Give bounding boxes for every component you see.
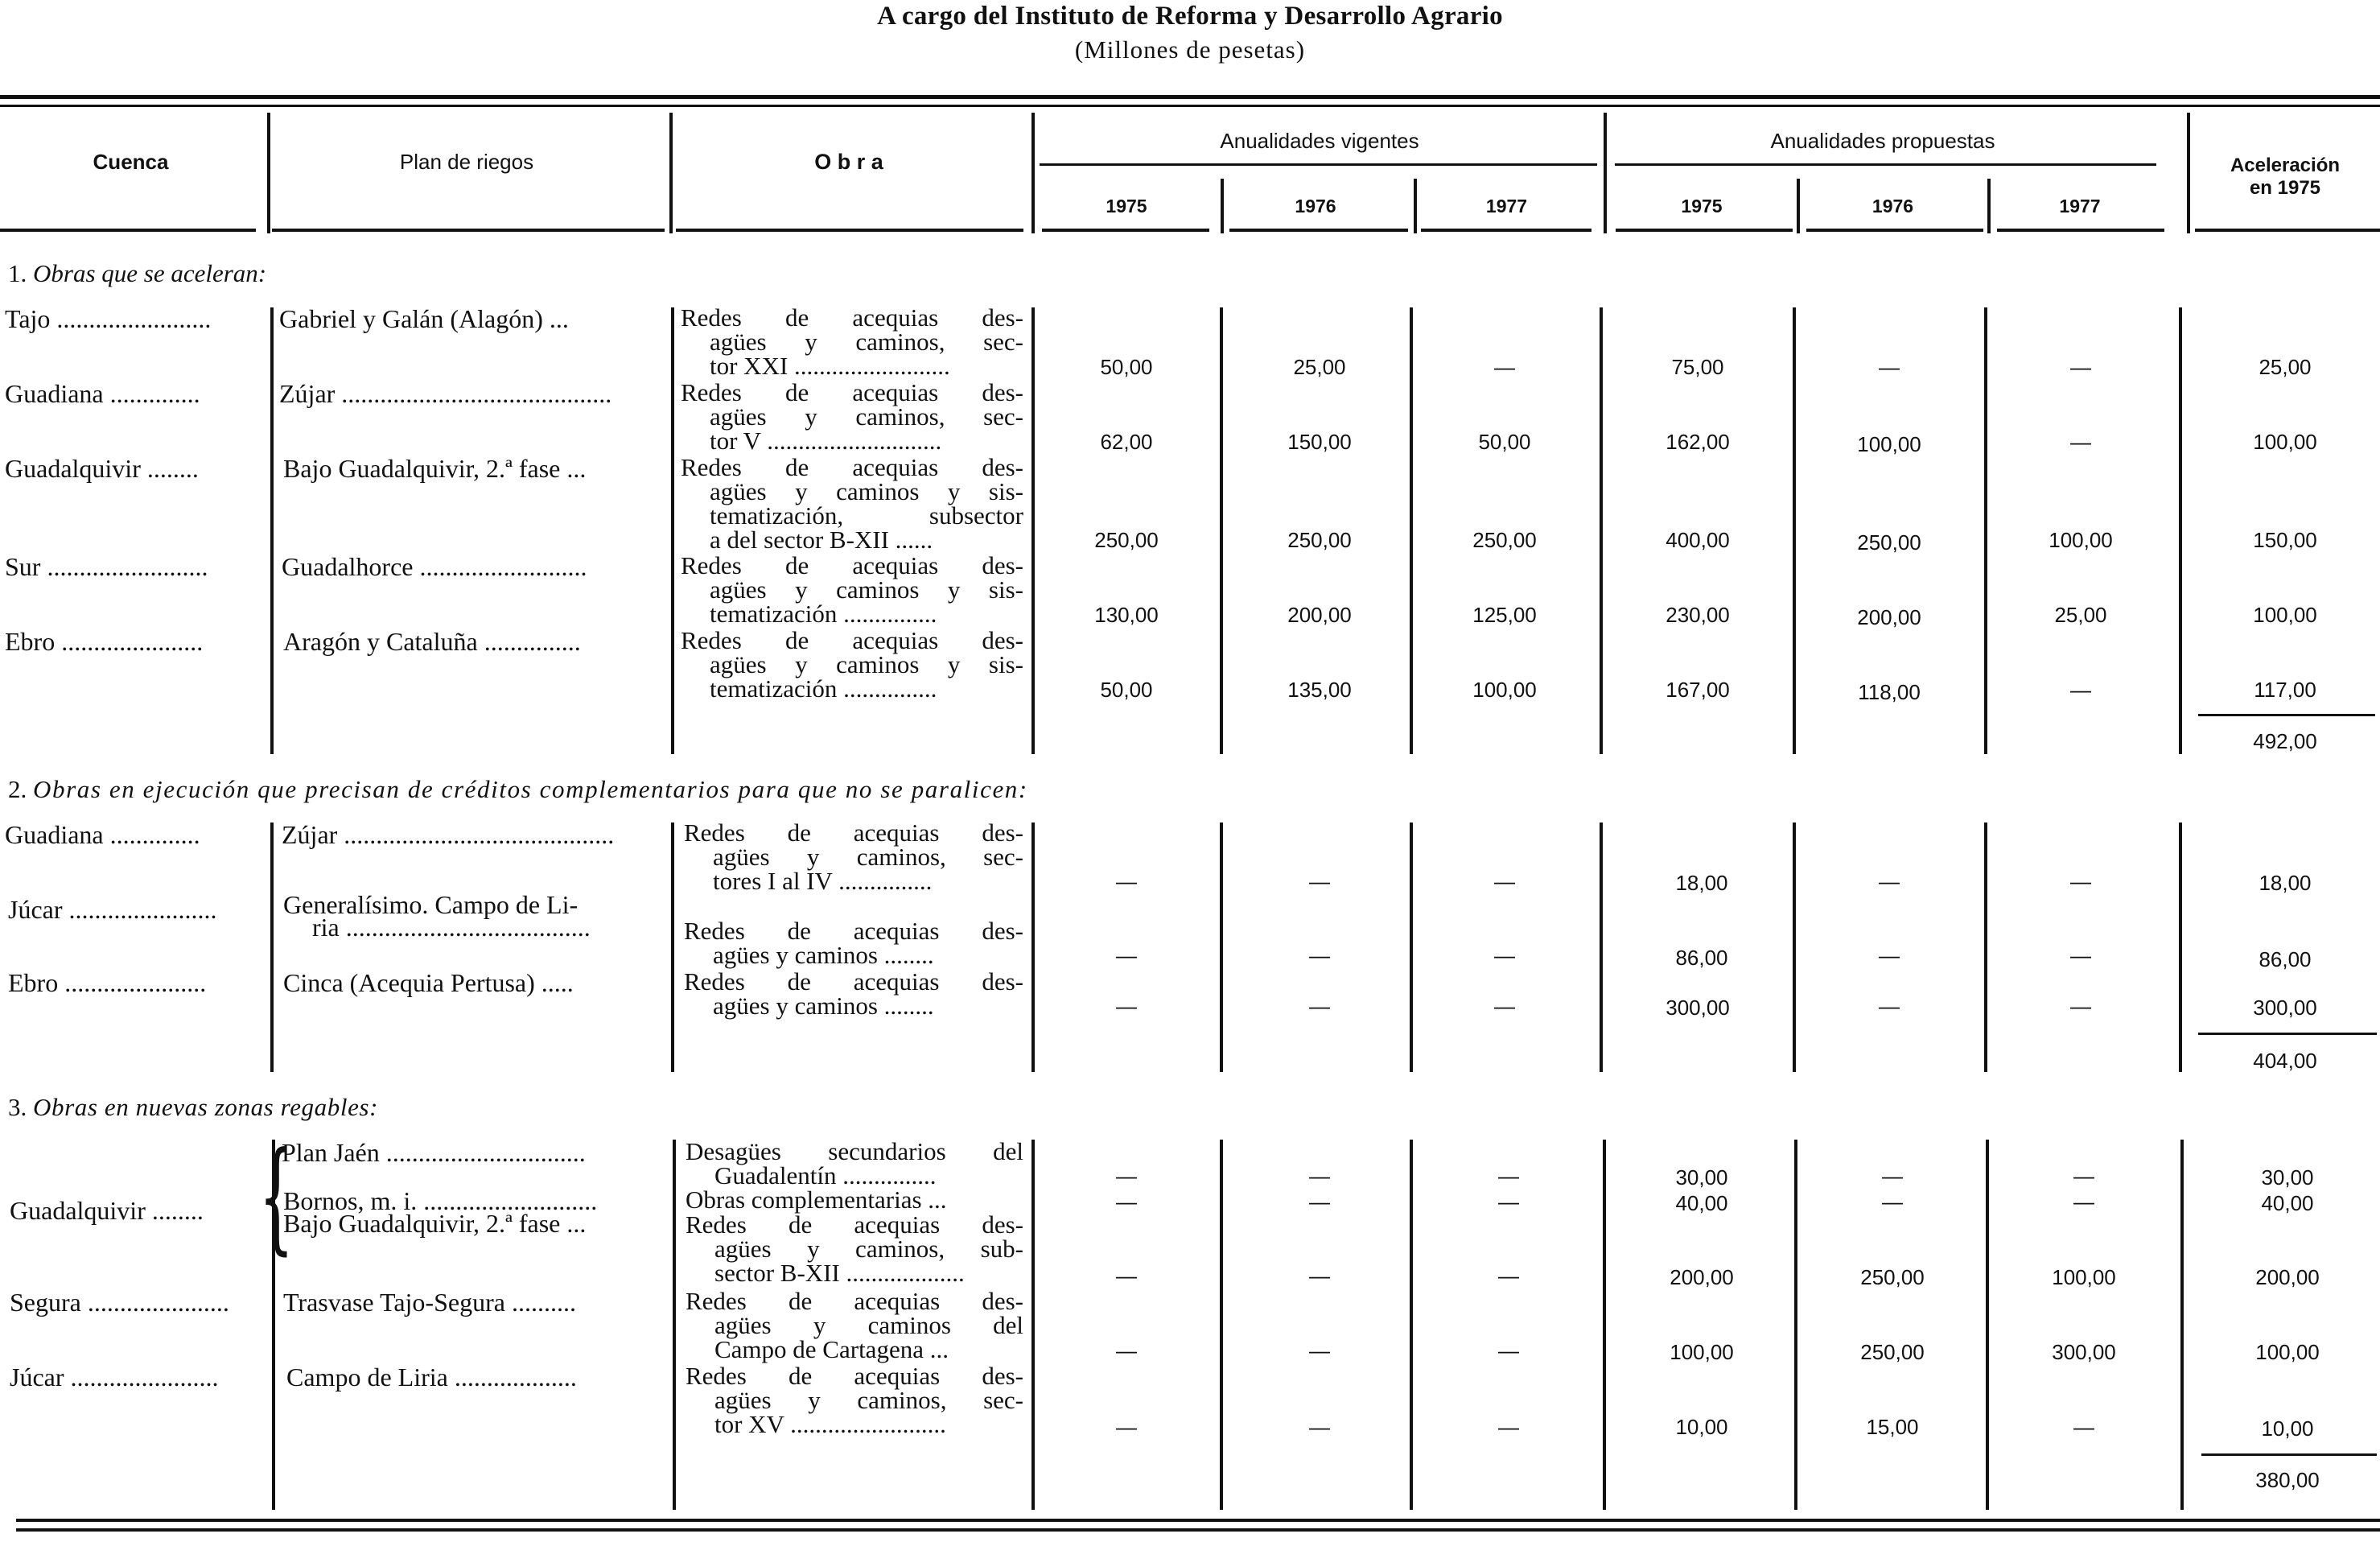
brace-icon: { [259,1127,294,1267]
cell-p1976: — [1879,869,1900,893]
s3-vline-3 [1031,1140,1035,1510]
section-2-total: 404,00 [2253,1049,2317,1073]
hdr-rule-v75 [1042,229,1209,232]
cell-obra: Redes de acequias des- agües y caminos, sec- tor XXI ......................... [681,303,1023,380]
cell-p1977: — [2070,869,2091,893]
hdr-vline-y3 [1797,179,1800,233]
s1-vline-9 [2179,307,2182,754]
cell-p1975: 167,00 [1666,678,1730,702]
cell-plan: Bajo Guadalquivir, 2.ª fase ... [283,1209,587,1238]
cell-obra: Redes de acequias des- agües y caminos, sec- tores I al IV ............... [684,818,1023,895]
cell-v1975: — [1116,1164,1137,1188]
cell-obra: Redes de acequias des- agües y caminos y sis- tematización, subsector a del sector B-XII ...... [681,453,1023,554]
cell-p1977: — [2070,943,2091,967]
cell-aceleracion: 300,00 [2253,996,2317,1020]
s1-vline-8 [1984,307,1987,754]
cell-p1977: — [2070,430,2091,454]
cell-p1976: — [1879,994,1900,1018]
cell-obra: Redes de acequias des- agües y caminos ........ [684,917,1023,969]
cell-v1976: — [1309,1189,1330,1214]
cell-v1977: — [1498,1264,1519,1288]
s2-vline-9 [2179,823,2182,1072]
s3-vline-9 [2180,1140,2184,1510]
cell-v1975: — [1116,1189,1137,1214]
s1-vline-7 [1793,307,1796,754]
cell-p1977: — [2073,1189,2094,1214]
hdr-vline-y4 [1987,179,1991,233]
cell-cuenca: Guadiana .............. [5,379,200,408]
bottom-rule-1 [16,1519,2380,1522]
cell-p1975: 30,00 [1675,1165,1728,1189]
cell-p1976: — [1879,943,1900,967]
header-aceleracion-line1: Aceleración [2230,155,2341,176]
cell-aceleracion: 86,00 [2259,947,2312,971]
hdr-rule-p77 [1997,229,2164,232]
cell-v1975: — [1116,869,1137,893]
cell-v1977: — [1498,1415,1519,1439]
header-plan: Plan de riegos [399,150,534,174]
cell-obra: Redes de acequias des- agües y caminos, sec- tor V ............................ [681,378,1023,455]
section-1-total: 492,00 [2253,729,2317,753]
cell-v1977: 250,00 [1472,528,1537,552]
cell-cuenca: Ebro ...................... [8,968,207,997]
cell-p1975: 230,00 [1666,603,1730,627]
cell-v1975: 62,00 [1100,430,1153,454]
cell-plan: Plan Jaén ............................... [282,1138,586,1167]
header-anualidades-propuestas: Anualidades propuestas [1770,129,1995,153]
cell-plan: Zújar .......................................... [282,820,615,849]
top-rule-1 [0,95,2380,99]
header-obra: O b r a [814,150,883,174]
cell-v1977: — [1498,1189,1519,1214]
cell-v1976: — [1309,943,1330,967]
cell-v1976: 150,00 [1287,430,1352,454]
header-year-p1975: 1975 [1681,196,1723,216]
cell-obra: Redes de acequias des- agües y caminos y sis- tematización ............... [681,551,1023,628]
header-cuenca: Cuenca [93,150,169,174]
hdr-rule-p76 [1806,229,1983,232]
cell-p1975: 40,00 [1675,1191,1728,1215]
cell-v1977: — [1498,1164,1519,1188]
header-year-p1976: 1976 [1871,196,1914,216]
cell-v1976: 25,00 [1293,355,1346,379]
cell-cuenca: Júcar ....................... [10,1363,219,1392]
cell-aceleracion: 100,00 [2253,430,2317,454]
header-aceleracion-line2: en 1975 [2249,177,2321,199]
cell-p1976: 250,00 [1857,530,1921,555]
s2-total-rule [2198,1033,2377,1035]
cell-p1977: 25,00 [2054,603,2107,627]
cell-v1977: 125,00 [1472,603,1537,627]
hdr-vline-y2 [1414,179,1417,233]
cell-v1977: — [1494,355,1515,379]
cell-p1976: 100,00 [1857,432,1921,456]
bottom-rule-2 [16,1528,2380,1532]
cell-v1975: — [1116,943,1137,967]
cell-aceleracion: 40,00 [2261,1191,2314,1215]
cell-plan: Trasvase Tajo-Segura .......... [283,1288,576,1317]
cell-p1976: — [1882,1164,1903,1188]
cell-v1976: 200,00 [1287,603,1352,627]
s3-vline-5 [1410,1140,1413,1510]
cell-plan: Generalísimo. Campo de Li- ria ...................................... [283,890,591,942]
cell-p1977: — [2070,355,2091,379]
cell-cuenca: Tajo ........................ [5,304,212,333]
cell-p1977: — [2070,678,2091,702]
cell-p1975: 200,00 [1670,1265,1734,1289]
cell-p1975: 300,00 [1666,996,1730,1020]
header-aceleracion [2189,155,2380,200]
section-3-heading: 3. Obras en nuevas zonas regables: [8,1093,379,1121]
cell-p1976: 118,00 [1858,680,1921,704]
hdr-rule-obra [676,229,1023,232]
cell-v1975: — [1116,1338,1137,1363]
cell-p1977: 300,00 [2052,1340,2116,1364]
s1-vline-4 [1220,307,1223,754]
s3-vline-7 [1794,1140,1797,1510]
cell-v1976: — [1309,1264,1330,1288]
header-year-v1977: 1977 [1485,196,1528,216]
page-subtitle: (Millones de pesetas) [1074,35,1306,64]
cell-p1976: — [1882,1189,1903,1214]
cell-v1975: 50,00 [1100,678,1153,702]
cell-p1975: 162,00 [1666,430,1730,454]
cell-v1977: — [1498,1338,1519,1363]
s3-vline-8 [1986,1140,1989,1510]
cell-plan: Gabriel y Galán (Alagón) ... [279,304,569,333]
cell-p1977: — [2073,1415,2094,1439]
cell-v1976: — [1309,1415,1330,1439]
hdr-rule-v76 [1229,229,1408,232]
hdr-rule-v77 [1421,229,1591,232]
cell-p1977: 100,00 [2052,1265,2116,1289]
cell-plan: Aragón y Cataluña ............... [283,627,581,656]
cell-p1975: 100,00 [1670,1340,1734,1364]
hdr-vline-3 [1031,113,1035,233]
cell-v1975: 50,00 [1100,355,1153,379]
cell-p1975: 400,00 [1666,528,1730,552]
cell-v1976: 250,00 [1287,528,1352,552]
s2-vline-5 [1410,823,1413,1072]
cell-v1977: 100,00 [1472,678,1537,702]
cell-p1976: 250,00 [1860,1340,1925,1364]
cell-obra: Redes de acequias des- agües y caminos, sub- sector B-XII ................... [686,1210,1023,1287]
cell-v1976: — [1309,1338,1330,1363]
cell-aceleracion: 100,00 [2253,603,2317,627]
hdr-vline-2 [669,113,673,233]
hdr-vline-4 [1604,113,1607,233]
hdr-rule-acel [2195,229,2380,232]
cell-aceleracion: 150,00 [2253,528,2317,552]
cell-obra: Desagües secundarios del Guadalentín ............... [686,1137,1023,1189]
cell-v1976: — [1309,869,1330,893]
header-anualidades-vigentes: Anualidades vigentes [1220,129,1419,153]
s2-vline-4 [1220,823,1223,1072]
s3-total-rule [2201,1453,2377,1456]
s2-vline-6 [1600,823,1603,1072]
cell-obra: Redes de acequias des- agües y caminos del Campo de Cartagena ... [686,1287,1023,1363]
cell-obra: Redes de acequias des- agües y caminos y sis- tematización ............... [681,626,1023,703]
rule-vigentes [1040,163,1597,166]
rule-propuestas [1615,163,2156,166]
cell-cuenca: Sur ......................... [5,552,208,581]
section-2-heading: 2. Obras en ejecución que precisan de créditos complementarios para que no se paralicen: [8,775,1028,803]
cell-p1976: 15,00 [1866,1415,1919,1439]
cell-p1977: 100,00 [2049,528,2113,552]
s2-vline-7 [1793,823,1796,1072]
s2-vline-3 [1031,823,1035,1072]
cell-p1976: 200,00 [1857,605,1921,629]
cell-cuenca: Guadalquivir ........ [5,454,199,483]
s2-vline-8 [1984,823,1987,1072]
cell-plan: Cinca (Acequia Pertusa) ..... [283,968,574,997]
section-3-total: 380,00 [2255,1468,2320,1492]
cell-cuenca: Guadiana .............. [5,820,200,849]
cell-v1975: — [1116,1264,1137,1288]
hdr-vline-1 [267,113,270,233]
cell-plan: Guadalhorce .......................... [282,552,587,581]
cell-v1975: — [1116,994,1137,1018]
cell-aceleracion: 10,00 [2261,1416,2314,1441]
cell-p1975: 10,00 [1675,1415,1728,1439]
cell-cuenca: Júcar ....................... [8,895,217,924]
s2-vline-1 [270,823,274,1072]
hdr-rule-cuenca [0,229,256,232]
cell-v1975: 130,00 [1094,603,1159,627]
top-rule-2 [0,105,2380,107]
cell-obra: Redes de acequias des- agües y caminos ........ [684,967,1023,1020]
header-year-v1975: 1975 [1106,196,1147,216]
cell-aceleracion: 25,00 [2259,355,2312,379]
cell-p1977: — [2073,1164,2094,1188]
cell-p1976: — [1879,355,1900,379]
cell-v1977: — [1494,943,1515,967]
cell-p1975: 75,00 [1671,355,1724,379]
cell-v1976: 135,00 [1287,678,1352,702]
cell-aceleracion: 200,00 [2255,1265,2320,1289]
cell-p1976: 250,00 [1860,1265,1925,1289]
cell-plan: Campo de Liria ................... [286,1363,577,1392]
s1-vline-3 [1031,307,1035,754]
cell-plan: Bornos, m. i. ........................... [283,1186,598,1215]
hdr-rule-plan [272,229,665,232]
page-title: A cargo del Instituto de Reforma y Desarrollo Agrario [877,2,1503,31]
cell-v1977: 50,00 [1478,430,1531,454]
s2-vline-2 [671,823,674,1072]
header-year-p1977: 1977 [2059,196,2101,216]
cell-cuenca-group: Guadalquivir ........ [10,1196,204,1225]
s3-vline-2 [673,1140,676,1510]
cell-v1977: — [1494,994,1515,1018]
cell-v1976: — [1309,994,1330,1018]
s1-vline-2 [671,307,674,754]
cell-plan: Bajo Guadalquivir, 2.ª fase ... [283,454,587,483]
s1-vline-6 [1600,307,1603,754]
s1-vline-5 [1410,307,1413,754]
s3-vline-4 [1220,1140,1223,1510]
header-year-v1976: 1976 [1295,196,1336,216]
cell-obra: Redes de acequias des- agües y caminos, sec- tor XV ......................... [686,1362,1023,1438]
cell-obra: Obras complementarias ... [686,1185,947,1214]
cell-v1975: — [1116,1415,1137,1439]
cell-v1977: — [1494,869,1515,893]
cell-p1975: 18,00 [1675,871,1728,895]
s1-total-rule [2198,714,2375,716]
cell-p1977: — [2070,994,2091,1018]
cell-aceleracion: 18,00 [2259,871,2312,895]
hdr-rule-p75 [1616,229,1793,232]
cell-cuenca: Segura ...................... [10,1288,229,1317]
cell-p1975: 86,00 [1675,946,1728,970]
s1-vline-1 [270,307,274,754]
hdr-vline-5 [2187,113,2190,233]
cell-v1976: — [1309,1164,1330,1188]
s3-vline-6 [1603,1140,1606,1510]
cell-cuenca: Ebro ...................... [5,627,204,656]
cell-aceleracion: 30,00 [2261,1165,2314,1189]
cell-aceleracion: 117,00 [2254,678,2316,702]
cell-aceleracion: 100,00 [2255,1340,2320,1364]
cell-plan: Zújar .......................................... [279,379,612,408]
cell-v1975: 250,00 [1094,528,1159,552]
hdr-vline-y1 [1221,179,1224,233]
section-1-heading: 1. Obras que se aceleran: [8,259,267,287]
